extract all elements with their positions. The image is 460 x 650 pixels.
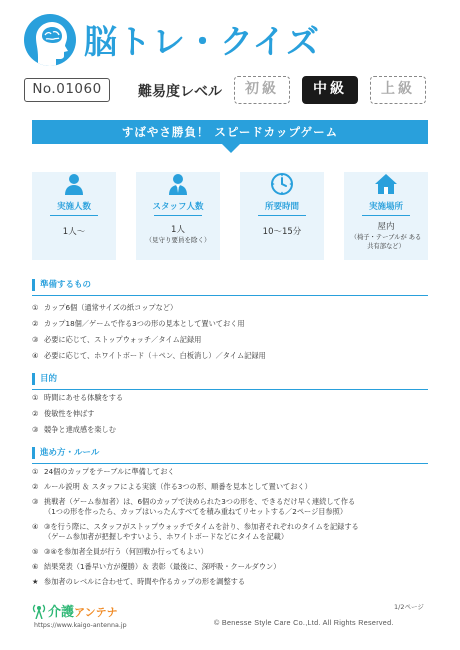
list-item: ③ 挑戦者（ゲーム参加者）は、6個のカップで決められた3つの形を、できるだけ早く連続して作る （1つの形を作ったら、カップはいったんすべてを積み重ねてリセットする／2ページ目参照） [32, 497, 432, 516]
info-value: 1人 [171, 225, 185, 235]
section-rule [32, 295, 428, 296]
brain-head-icon [24, 14, 76, 66]
list-item: ① 時間にあせる体験をする [32, 393, 124, 402]
info-card-staff [136, 172, 220, 260]
divider [154, 215, 202, 216]
info-sub: （椅子・テーブルが ある共有部など） [350, 234, 422, 250]
clock-icon [240, 172, 324, 196]
section-rules [32, 446, 428, 460]
kaigo-antenna-logo[interactable] [32, 603, 192, 637]
divider [258, 215, 306, 216]
list-item: ② 俊敏性を伸ばす [32, 409, 95, 418]
page-title: 脳トレ・クイズ [84, 22, 321, 61]
level-advanced: 上級 [370, 76, 426, 104]
section-bar [32, 373, 35, 385]
list-item: ④ 必要に応じて、ホワイトボード（＋ペン、白板消し）／タイム記録用 [32, 351, 266, 360]
goals-list [32, 393, 432, 441]
section-title: 進め方・ルール [40, 448, 100, 458]
meta-row [24, 76, 436, 106]
info-value: 1人〜 [62, 227, 86, 237]
brand-name: 介護アンテナ [48, 605, 118, 620]
site-url[interactable]: https://www.kaigo-antenna.jp [34, 622, 127, 629]
info-sub: （見守り要員を除く） [145, 236, 211, 244]
page-number: 1/2ページ [394, 603, 424, 611]
quiz-number: No.01060 [24, 78, 110, 102]
copyright: © Benesse Style Care Co.,Ltd. All Rights Reserved. [214, 618, 394, 627]
header [24, 14, 444, 74]
list-item: ② カップ18個／ゲームで作る3つの形の見本として置いておく用 [32, 319, 245, 328]
section-rule [32, 389, 428, 390]
info-card-participants [32, 172, 116, 260]
list-item: ② ルール説明 ＆ スタッフによる実演（作る3つの形、順番を見本として置いておく） [32, 482, 312, 491]
difficulty-label: 難易度レベル [138, 84, 222, 100]
info-label: スタッフ人数 [152, 202, 204, 212]
banner-arrow [222, 144, 240, 153]
section-title: 目的 [40, 374, 58, 384]
list-item: ③ 必要に応じて、ストップウォッチ／タイム記録用 [32, 335, 202, 344]
level-beginner: 初級 [234, 76, 290, 104]
info-cards [32, 172, 428, 260]
info-value: 屋内 [377, 222, 395, 232]
house-icon [344, 172, 428, 196]
list-item: ① 24個のカップをテーブルに準備しておく [32, 467, 175, 476]
list-item-continuation: （ゲーム参加者が把握しやすいよう、ホワイトボードなどにタイムを記載） [44, 532, 289, 541]
info-value: 10〜15分 [262, 227, 302, 237]
list-item: ⑤ ③④を参加者全員が行う（何回戦か行ってもよい） [32, 547, 208, 556]
section-prep [32, 278, 428, 292]
staff-icon [136, 172, 220, 196]
info-card-duration [240, 172, 324, 260]
divider [50, 215, 98, 216]
section-goals [32, 372, 428, 386]
list-item: ③ 競争と達成感を楽しむ [32, 425, 116, 434]
list-item-continuation: （1つの形を作ったら、カップはいったんすべてを積み重ねてリセットする／2ページ目参照） [44, 507, 348, 516]
person-icon [32, 172, 116, 196]
list-item: ⑥ 結果発表（1番早い方が優勝）＆ 表彰（最後に、深呼吸・クールダウン） [32, 562, 281, 571]
game-title-banner: すばやさ勝負！ スピードカップゲーム [32, 120, 428, 144]
list-item: ★ 参加者のレベルに合わせて、時間や作るカップの形を調整する [32, 577, 246, 586]
info-label: 実施場所 [368, 202, 403, 212]
info-label: 実施人数 [56, 202, 91, 212]
section-rule [32, 463, 428, 464]
section-bar [32, 279, 35, 291]
info-label: 所要時間 [264, 202, 299, 212]
antenna-icon [32, 603, 46, 619]
level-intermediate: 中級 [302, 76, 358, 104]
section-bar [32, 447, 35, 459]
list-item: ① カップ6個（通常サイズの紙コップなど） [32, 303, 178, 312]
rules-list [32, 467, 432, 592]
info-card-location [344, 172, 428, 260]
list-item: ④ ③を行う際に、スタッフがストップウォッチでタイムを計り、参加者それぞれのタイムを記録する （ゲーム参加者が把握しやすいよう、ホワイトボードなどにタイムを記載） [32, 522, 432, 541]
prep-list [32, 303, 432, 367]
divider [362, 215, 410, 216]
section-title: 準備するもの [40, 280, 92, 290]
